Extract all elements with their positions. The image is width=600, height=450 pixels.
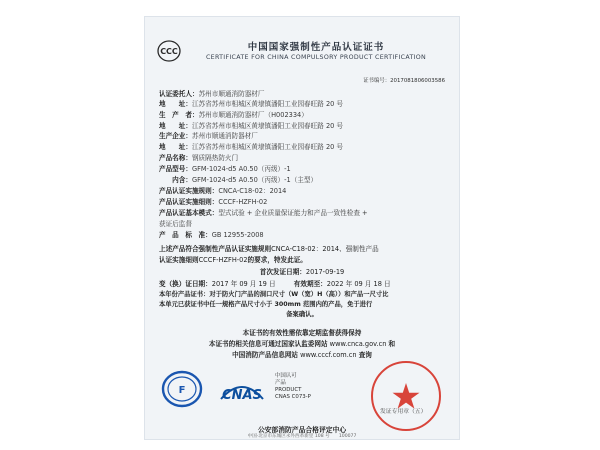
field-label: 生产企业：: [159, 132, 192, 140]
validity-line1: 本证书的有效性需依靠定期监督获得保持: [242, 329, 362, 337]
renew-value: 2017 年 09 月 19 日: [211, 280, 276, 288]
field-row: [159, 111, 449, 119]
field-value: CCCF-HZFH-02: [218, 198, 268, 206]
validity-line2: [145, 338, 459, 348]
first-issue-date: [145, 266, 459, 276]
field-label: 产品名称：: [159, 154, 192, 162]
field-label: 产品认证实施规则：: [159, 187, 219, 195]
first-issue-label: 首次发证日期：: [259, 268, 306, 276]
statement-text: 上述产品符合强制性产品认证实施规则: [159, 245, 272, 253]
statement-rule: CCCF-HZFH-02: [198, 256, 248, 264]
cnas-accreditation-text: [275, 373, 311, 401]
field-label: 认证委托人：: [159, 90, 199, 98]
field-label: 地 址：: [159, 143, 192, 151]
certificate: [145, 17, 459, 439]
scope-line2: 本单元已获证书中任一规格产品尺寸小于 300mm 范围内的产品，免于进行: [159, 301, 373, 308]
field-row: [159, 90, 449, 98]
field-row: [159, 231, 449, 239]
expiry-value: 2022 年 09 月 18 日: [326, 280, 391, 288]
renew-label: 变（换）证日期：: [159, 280, 212, 288]
field-value: 江苏省苏州市相城区黄埭镇潘阳工业园春旺路 20 号: [191, 100, 344, 108]
validity-text: 和: [388, 340, 396, 348]
field-label: 产品认证实施细则：: [159, 198, 219, 206]
cnas-line: 中国认可: [275, 373, 297, 379]
compliance-statement-line1: [159, 243, 379, 253]
statement-text: 认证实施细则: [159, 256, 199, 264]
stamp-caption: 发证专用章（五）: [380, 409, 427, 415]
field-row: [159, 100, 449, 108]
cnas-line: 产品: [275, 380, 286, 386]
certificate-title-en: CERTIFICATE FOR CHINA COMPULSORY PRODUCT CERTIFICATION: [205, 54, 427, 61]
validity-text: 查询: [358, 351, 372, 359]
field-value: 获证后监督: [159, 220, 192, 228]
cnas-logo-icon: [217, 373, 267, 405]
cnas-line: PRODUCT: [275, 387, 302, 393]
field-value: 苏州市顺通消防器材厂: [191, 132, 258, 140]
certificate-title-cn: 中国国家强制性产品认证证书: [247, 42, 385, 53]
field-value: 钢质隔热防火门: [191, 154, 239, 162]
cnca-url: www.cnca.gov.cn: [329, 340, 387, 348]
field-value: 江苏省苏州市相城区黄埭镇潘阳工业园春旺路 20 号: [191, 143, 344, 151]
certificate-number: [363, 76, 445, 84]
cccf-url: www.cccf.com.cn: [300, 351, 357, 359]
statement-text: 的要求，特发此证。: [247, 256, 307, 264]
field-row: [159, 122, 449, 130]
field-row: [159, 154, 449, 162]
field-row: [159, 187, 449, 195]
cnas-line: CNAS C073-P: [275, 394, 311, 400]
field-label: 内含：: [159, 176, 192, 184]
field-label: 地 址：: [159, 100, 192, 108]
field-value: GFM-1024-d5 A0.50（丙级）-1: [191, 165, 291, 173]
scope-line1: 本年份产品证书：对于防火门产品的洞口尺寸（W（宽）H（高））和产品一尺寸比: [159, 291, 389, 298]
issuer-name: 公安部消防产品合格评定中心: [257, 426, 347, 434]
field-label: 地 址：: [159, 122, 192, 130]
field-value: 型式试验 + 企业质量保证能力和产品一致性检查 +: [218, 209, 368, 217]
field-row: [159, 209, 449, 217]
field-row: [159, 198, 449, 206]
field-label: 产品型号：: [159, 165, 192, 173]
field-value: GFM-1024-d5 A0.50（丙级）-1（主型）: [191, 176, 318, 184]
svg-text:CNAS: CNAS: [222, 388, 262, 403]
renewal-dates: [159, 278, 391, 288]
svg-text:F: F: [178, 385, 186, 396]
expiry-label: 有效期至：: [293, 280, 327, 288]
field-value: 苏州市顺通消防器材厂（H002334）: [198, 111, 308, 119]
field-row: [159, 176, 449, 184]
field-row: [159, 165, 449, 173]
ccc-seal-icon: [157, 39, 181, 63]
field-label: 产品认证基本模式：: [159, 209, 219, 217]
compliance-statement-line2: [159, 254, 307, 264]
svg-text:CCC: CCC: [160, 47, 178, 56]
ccc-f-logo-icon: [161, 369, 203, 409]
certificate-number-value: 2017081806003586: [390, 78, 445, 84]
field-label: 产 品 标 准：: [159, 231, 212, 239]
validity-text: 中国消防产品信息网站: [232, 351, 299, 359]
field-value: 江苏省苏州市相城区黄埭镇潘阳工业园春旺路 20 号: [191, 122, 344, 130]
footer-address: 中国·北京市东城区永外西革新里 108 号 100077: [247, 434, 357, 439]
field-value: GB 12955-2008: [211, 231, 264, 239]
field-value: 苏州市顺通消防器材厂: [198, 90, 265, 98]
certificate-number-label: 证书编号：: [363, 78, 391, 84]
field-row: [159, 220, 449, 228]
field-row: [159, 143, 449, 151]
validity-text: 本证书的相关信息可通过国家认监委网站: [208, 340, 328, 348]
scope-line3: 备案确认。: [286, 311, 318, 318]
field-value: CNCA-C18-02：2014: [218, 187, 287, 195]
field-row: [159, 132, 449, 140]
first-issue-value: 2017-09-19: [305, 268, 345, 276]
field-label: 生 产 者：: [159, 111, 199, 119]
statement-rule: CNCA-C18-02：2014、强制性产品: [271, 245, 379, 253]
